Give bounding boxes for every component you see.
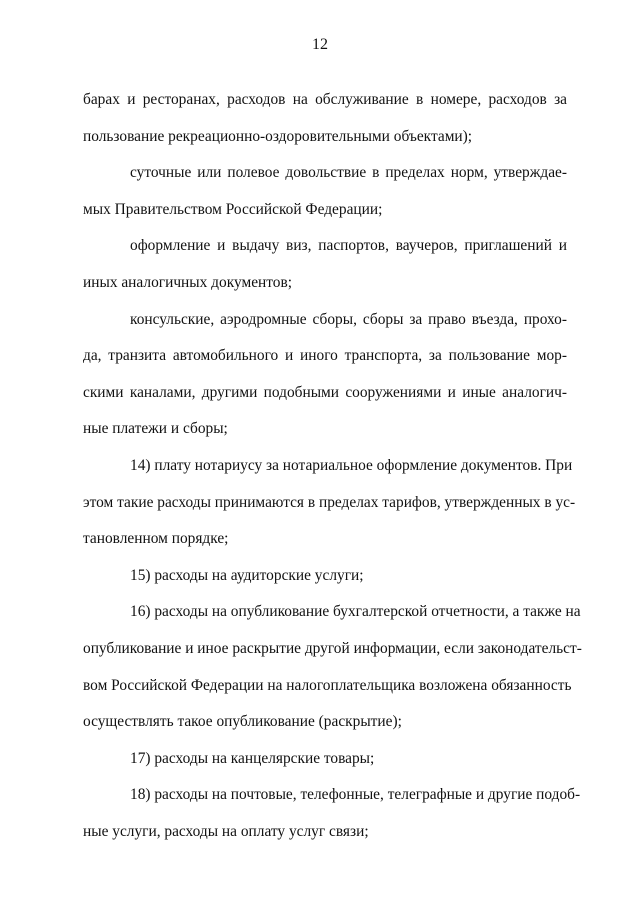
text-line: ные услуги, расходы на оплату услуг связи; <box>83 822 369 840</box>
paragraph <box>83 448 576 558</box>
text-line: 14) плату нотариусу за нотариальное оформление документов. При <box>130 456 573 474</box>
page-number: 12 <box>312 36 328 53</box>
text-line: 16) расходы на опубликование бухгалтерской отчетности, а также на <box>130 603 581 621</box>
text-line: иных аналогичных документов; <box>83 273 293 291</box>
text-line: консульские, аэродромные сборы, сборы за право въезда, прохо- <box>130 310 567 328</box>
text-line: пользование рекреационно-оздоровительными объектами); <box>83 127 473 145</box>
paragraph <box>83 594 582 740</box>
paragraph <box>83 82 567 155</box>
text-line: 18) расходы на почтовые, телефонные, телеграфные и другие подоб- <box>130 786 581 804</box>
paragraph <box>83 302 567 448</box>
text-line: 17) расходы на канцелярские товары; <box>130 749 375 767</box>
text-line: 15) расходы на аудиторские услуги; <box>130 566 364 584</box>
text-line: оформление и выдачу виз, паспортов, ваучеров, приглашений и <box>130 237 567 255</box>
text-line: опубликование и иное раскрытие другой информации, если законодательст- <box>83 639 582 657</box>
text-line: мых Правительством Российской Федерации; <box>83 200 383 218</box>
paragraph <box>83 155 567 228</box>
paragraph <box>83 777 581 850</box>
text-line: барах и ресторанах, расходов на обслуживание в номере, расходов за <box>83 91 567 108</box>
text-line: осуществлять такое опубликование (раскрытие); <box>83 713 402 731</box>
text-line: суточные или полевое довольствие в пределах норм, утверждае- <box>130 164 567 182</box>
text-line: тановленном порядке; <box>83 530 229 548</box>
paragraph <box>83 228 567 301</box>
text-line: ные платежи и сборы; <box>83 420 228 438</box>
text-line: да, транзита автомобильного и иного транспорта, за пользование мор- <box>83 347 567 365</box>
paragraph <box>83 558 567 595</box>
text-line: скими каналами, другими подобными сооружениями и иные аналогич- <box>83 383 567 401</box>
document-body <box>83 82 582 850</box>
text-line: этом такие расходы принимаются в пределах тарифов, утвержденных в ус- <box>83 493 576 511</box>
paragraph <box>83 741 567 778</box>
text-line: вом Российской Федерации на налогоплательщика возложена обязанность <box>83 676 572 694</box>
